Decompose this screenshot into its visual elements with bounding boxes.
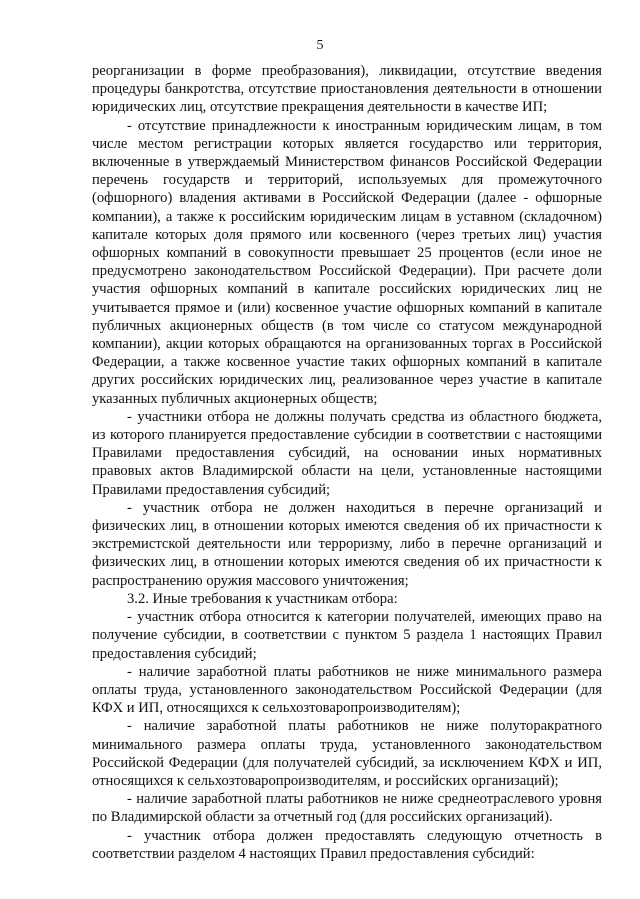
paragraph-average-wage: - наличие заработной платы работников не ниже среднеотраслевого уровня по Владимирской области за отчетный год (для российских организаций). [92,791,602,826]
paragraph-minimum-wage-other: - наличие заработной платы работников не ниже полуторакратного минимального размера оплаты труда, установленного законодательством Российской Федерации (для получателей субсидий, за исключением КФХ и ИП, относящихся к сельхозтоваропроизводителям, и российских организаций); [92,718,602,789]
paragraph-minimum-wage-kfh: - наличие заработной платы работников не ниже минимального размера оплаты труда, установленного законодательством Российской Федерации (для КФХ и ИП, относящихся к сельхозтоваропроизводителям); [92,663,602,717]
section-heading-3-2: 3.2. Иные требования к участникам отбора: [127,590,398,607]
document-body [92,62,602,863]
paragraph-regional-budget-requirement: - участники отбора не должны получать средства из областного бюджета, из которого планируется предоставление субсидии в соответствии с настоящими Правилами предоставления субсидий, на основании иных нормативных правовых актов Владимирской области на цели, установленные настоящими Правилами предоставления субсидий; [92,408,602,498]
paragraph-continuation: реорганизации в форме преобразования), ликвидации, отсутствие введения процедуры банкротства, отсутствие приостановления деятельности в отношении юридических лиц, отсутствие прекращения деятельности в качестве ИП; [92,63,602,116]
paragraph-recipient-category: - участник отбора относится к категории получателей, имеющих право на получение субсидии, в соответствии с пунктом 5 раздела 1 настоящих Правил предоставления субсидий; [92,609,602,662]
paragraph-reporting: - участник отбора должен предоставлять следующую отчетность в соответствии разделом 4 настоящих Правил предоставления субсидий: [92,827,602,862]
paragraph-extremism-list-requirement: - участник отбора не должен находиться в перечне организаций и физических лиц, в отношении которых имеются сведения об их причастности к экстремистской деятельности или терроризму, либо в перечне организаций и физических лиц, в отношении которых имеются сведения об их причастности к распространению оружия массового уничтожения; [92,499,602,589]
page-number: 5 [316,38,324,53]
paragraph-offshore-requirement: - отсутствие принадлежности к иностранным юридическим лицам, в том числе местом регистрации которых является государство или территория, включенные в утверждаемый Министерством финансов Российской Федерации перечень государств и территорий, используемых для промежуточного (офшорного) владения активами в Российской Федерации (далее - офшорные компании), а также к российским юридическим лицам в уставном (складочном) капитале которых доля прямого или косвенного (через третьих лиц) участия офшорных компаний в совокупности превышает 25 процентов (если иное не предусмотрено законодательством Российской Федерации). При расчете доли участия офшорных компаний в капитале российских юридических лиц не учитывается прямое и (или) косвенное участие офшорных компаний в капитале публичных акционерных обществ (в том числе со статусом международной компании), акции которых обращаются на организованных торгах в Российской Федерации, а также косвенное участие таких офшорных компаний в капитале других российских юридических лиц, реализованное через участие в капитале указанных публичных акционерных обществ; [92,117,602,407]
